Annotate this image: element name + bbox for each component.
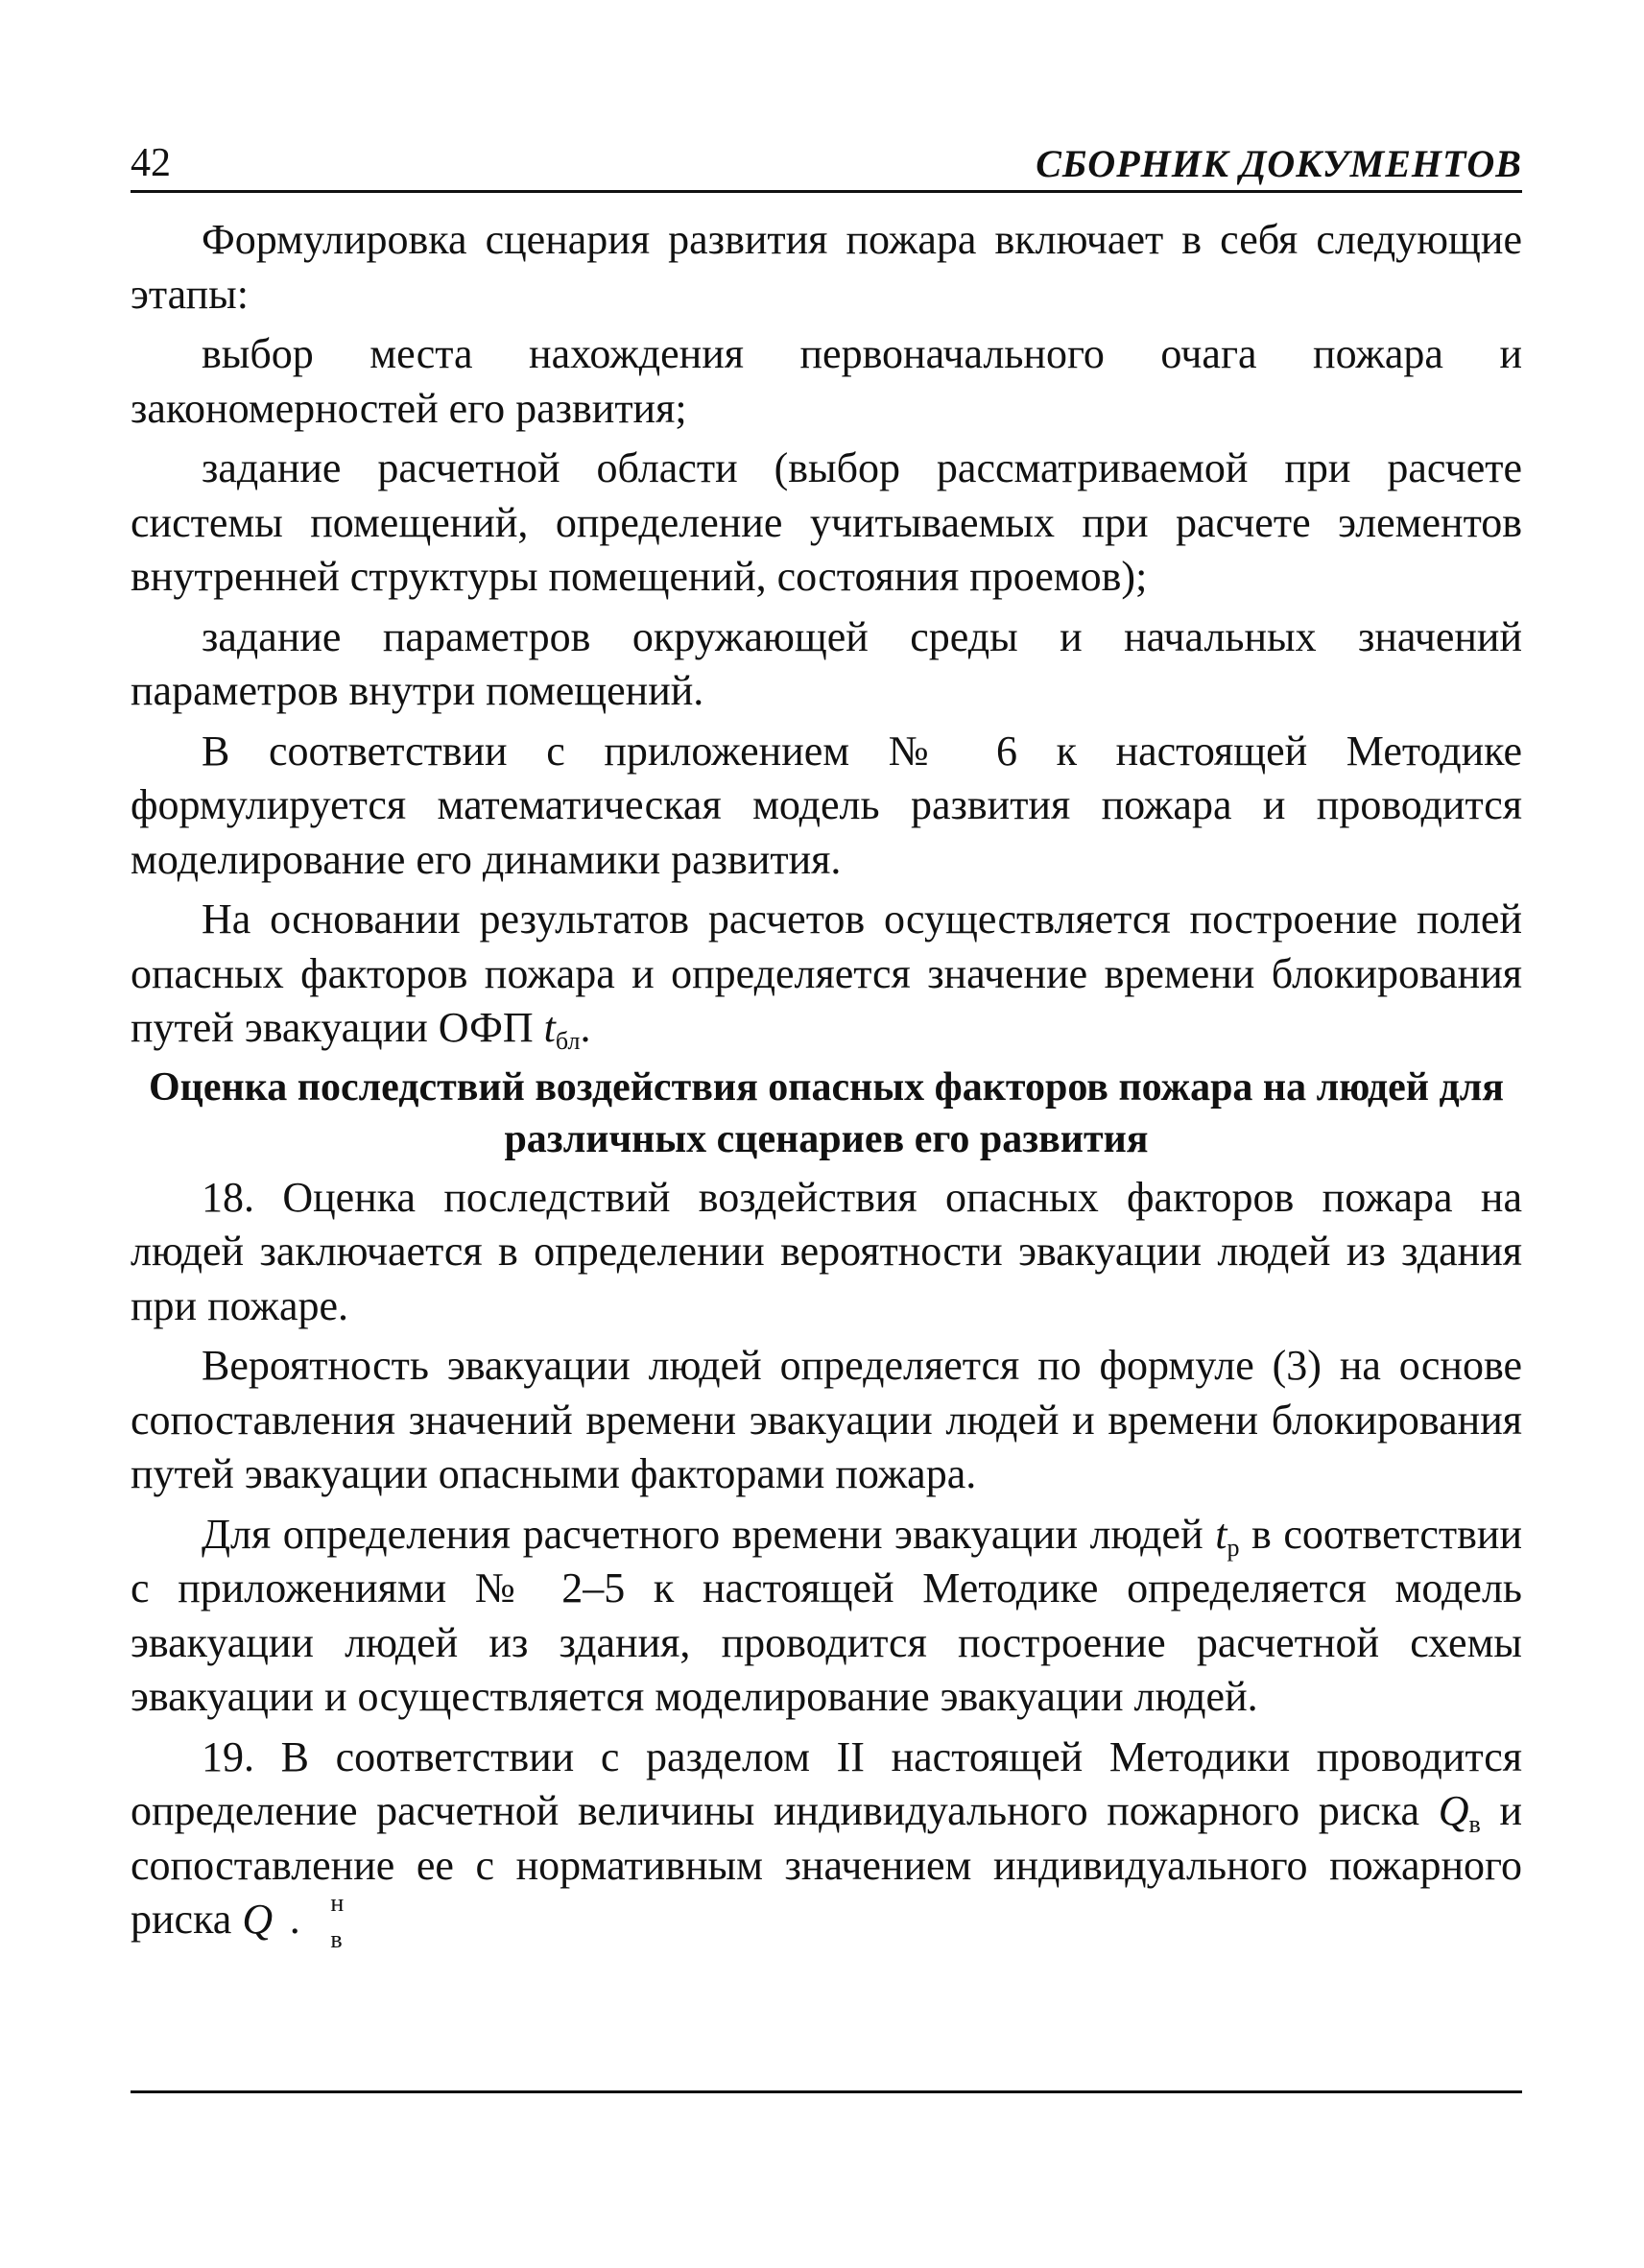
subscript-v-2: в — [330, 1925, 343, 1953]
paragraph-9 — [131, 1508, 1522, 1725]
subscript-r: р — [1227, 1533, 1240, 1562]
running-title: СБОРНИК ДОКУМЕНТОВ — [1036, 142, 1522, 185]
subscript-v: в — [1468, 1810, 1481, 1838]
symbol-q-norm — [242, 1889, 345, 1953]
paragraph-10 — [131, 1731, 1522, 1953]
paragraph-6 — [131, 893, 1522, 1056]
symbol-q-norm-letter: Q — [242, 1896, 274, 1943]
paragraph-9-b: в соответствии с приложениями № 2–5 к настоящей Методике определяется модель эвакуации людей из здания, проводится построение расчетной схемы эвакуации и осуществляется моделирование эвакуации людей. — [131, 1510, 1522, 1720]
paragraph-1: Формулировка сценария развития пожара включает в себя следующие этапы: — [131, 216, 1522, 318]
page-header — [131, 141, 1522, 193]
paragraph-6-end: . — [580, 1004, 591, 1051]
paragraph-5: В соответствии с приложением № 6 к настоящей Методике формулируется математическая модель развития пожара и проводится моделирование его динамики развития. — [131, 727, 1522, 883]
subscript-bl: бл — [555, 1027, 581, 1055]
paragraph-8: Вероятность эвакуации людей определяется по формуле (3) на основе сопоставления значений времени эвакуации людей и времени блокирования путей эвакуации опасными факторами пожара. — [131, 1342, 1522, 1497]
paragraph-10-b: и сопоставление ее с нормативным значением индивидуального пожарного риска — [131, 1787, 1522, 1943]
paragraph-10-a: 19. В соответствии с разделом II настоящей Методики проводится определение расчетной величины индивидуального пожарного риска — [131, 1732, 1522, 1834]
paragraph-6-text: На основании результатов расчетов осуществляется построение полей опасных факторов пожара и определяется значение времени блокирования путей эвакуации ОФП — [131, 895, 1522, 1051]
symbol-q-v: Q — [1438, 1787, 1469, 1834]
page-body — [131, 213, 1522, 1953]
paragraph-7: 18. Оценка последствий воздействия опасных факторов пожара на людей заключается в определении вероятности эвакуации людей из здания при пожаре. — [131, 1173, 1522, 1329]
superscript-n: н — [330, 1889, 345, 1917]
symbol-t-bl: t — [543, 1004, 556, 1051]
paragraph-3: задание расчетной области (выбор рассматриваемой при расчете системы помещений, определение учитываемых при расчете элементов внутренней структуры помещений, состояния проемов); — [131, 444, 1522, 600]
symbol-t-r: t — [1215, 1510, 1227, 1558]
paragraph-2: выбор места нахождения первоначального очага пожара и закономерностей его развития; — [131, 330, 1522, 432]
footer-rule — [131, 2090, 1522, 2093]
page-number: 42 — [131, 141, 171, 185]
paragraph-4: задание параметров окружающей среды и начальных значений параметров внутри помещений. — [131, 612, 1522, 714]
paragraph-10-end: . — [289, 1896, 300, 1943]
section-heading: Оценка последствий воздействия опасных факторов пожара на людей для различных сценариев его развития — [148, 1064, 1505, 1161]
paragraph-9-a: Для определения расчетного времени эвакуации людей — [202, 1510, 1203, 1558]
